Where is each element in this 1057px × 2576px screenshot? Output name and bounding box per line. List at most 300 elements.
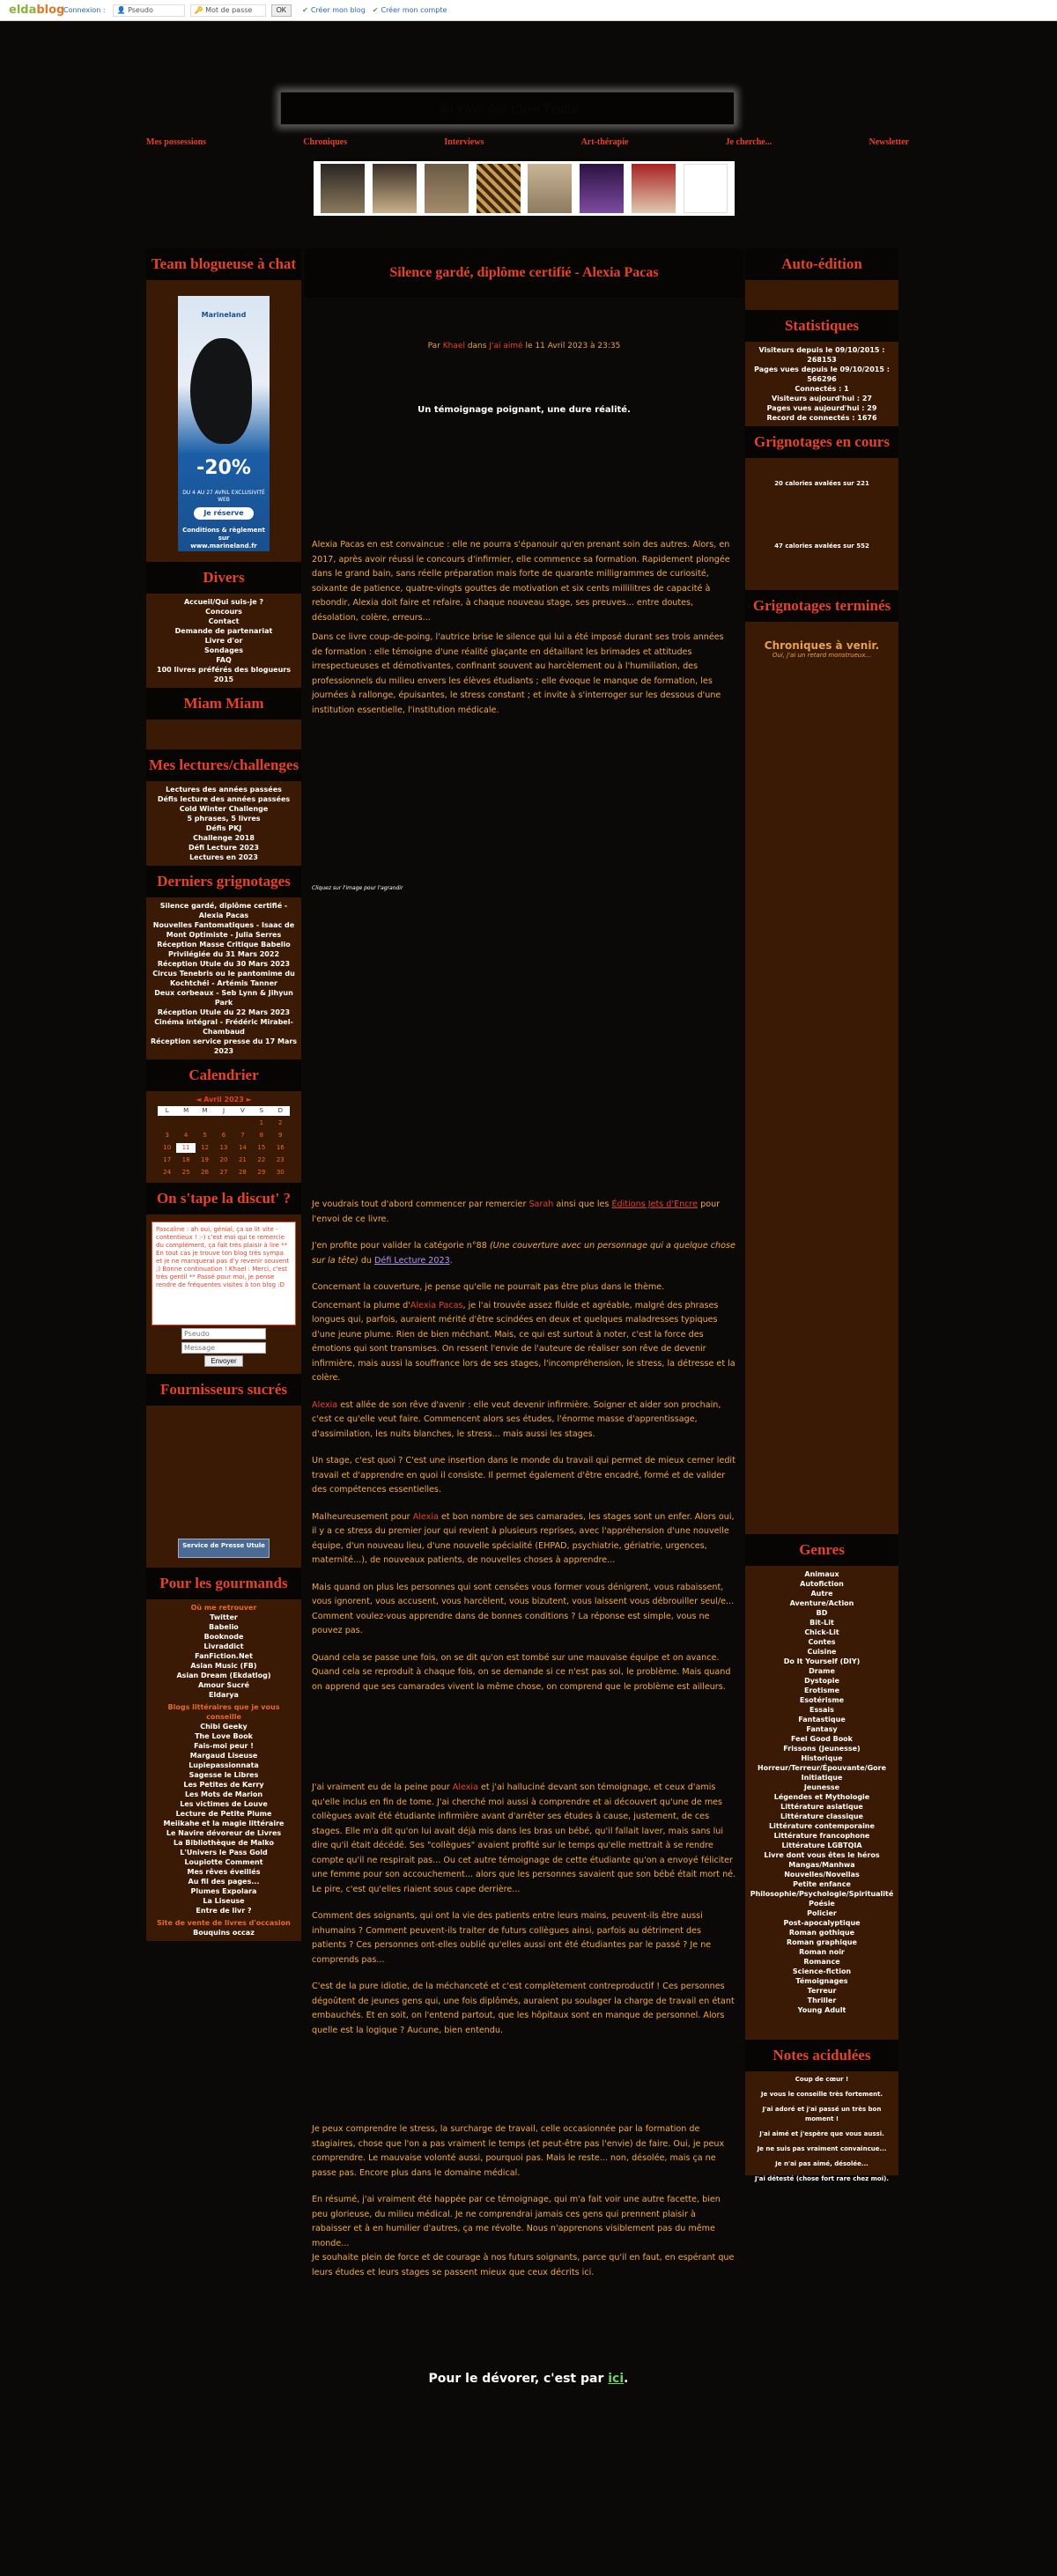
post-lead: Un témoignage poignant, une dure réalité.: [418, 405, 631, 415]
genre-link[interactable]: Livre dont vous êtes le héros: [764, 1851, 880, 1859]
marineland-ad[interactable]: [178, 296, 270, 551]
genre-link[interactable]: Autre: [810, 1590, 833, 1598]
autoedition-title: Auto-édition: [745, 248, 898, 280]
lectures-item[interactable]: 5 phrases, 5 livres: [187, 815, 261, 823]
genre-link[interactable]: Petite enfance: [793, 1880, 851, 1888]
shoutbox-messages[interactable]: Pascaline : ah oui, génial, ça se lit vite - contentieux ! :-) c'est moi qui te remercie du complément, ça fait très plaisir à lire ** En tout cas je trouve ton blog très sympa et je ne manquerai pas d'y revenir souvent ;) Bonne continuation ! Khael : Merci, c'est très gentil ** Passé pour moi, je pense rendre de fréquentes visites à ton blog :D: [152, 1222, 296, 1325]
calendar-grid: [158, 1106, 290, 1177]
calendar-day[interactable]: 27: [219, 1169, 228, 1176]
genre-link[interactable]: Roman graphique: [787, 1938, 857, 1946]
review-paragraph: Quand cela se passe une fois, on se dit qu'on est tombé sur une mauvaise équipe et on avance. Quand cela se reproduit à chaque fois, on se demande si ce n'est pas soi, le problème. Mais quand on apprend que ses camarades vivent la même chose, on comprend que le problème est ailleurs.: [312, 1652, 731, 1692]
genre-link[interactable]: Littérature francophone: [773, 1832, 870, 1840]
calendar-day: [233, 1118, 252, 1128]
author-link[interactable]: Alexia: [412, 1511, 439, 1522]
genre-link[interactable]: Animaux: [804, 1570, 839, 1578]
recent-post-link[interactable]: Cinéma intégral - Frédéric Mirabel-Chambaud: [154, 1018, 293, 1036]
derniers-title: Derniers grignotages: [146, 866, 301, 897]
calendar-day[interactable]: 7: [240, 1132, 245, 1139]
lectures-item[interactable]: Défis lecture des années passées: [157, 795, 291, 803]
shout-pseudo-input[interactable]: Pseudo: [181, 1328, 266, 1340]
blog-post: [305, 248, 743, 2280]
orca-image: [190, 338, 252, 444]
gourmands-link[interactable]: Au fil des pages...: [188, 1878, 260, 1886]
book-covers-strip: [314, 161, 735, 216]
pseudo-placeholder: Pseudo: [128, 6, 153, 14]
stat-line: Visiteurs aujourd'hui : 27: [772, 395, 872, 402]
gourmands-link[interactable]: Asian Music (FB): [190, 1662, 257, 1670]
divers-item[interactable]: Sondages: [204, 646, 243, 654]
gourmands-link[interactable]: Loupiotte Comment: [184, 1858, 263, 1866]
gourmands-link[interactable]: Twitter: [210, 1613, 238, 1621]
genre-link[interactable]: Horreur/Terreur/Épouvante/Gore: [757, 1764, 887, 1772]
termines-note: Oui, j'ai un retard monstrueux...: [772, 652, 872, 659]
genres-widget: [745, 1534, 898, 2040]
cover-caption: Cliquez sur l'image pour l'agrandir: [312, 885, 403, 891]
genre-link[interactable]: Policier: [807, 1909, 837, 1917]
logo-text-blog: blog: [36, 4, 65, 17]
stats-title: Statistiques: [745, 310, 898, 342]
gourmands-link[interactable]: Les Petites de Kerry: [183, 1781, 264, 1789]
p7-text: et bon nombre de ses camarades, les stages sont un enfer. Alors oui, il y a ce stress du premier jour qui revient à plusieurs reprises, avec l'appréhension d'une nouvelle équipe, d'un nouveau lieu, d'une nouvelle spécialité (EHPAD, psychiatrie, gériatrie, urgences, maternité...), de nouveaux patients, de nouvelles choses à apprendre...: [312, 1511, 735, 1565]
review-paragraph: [312, 1198, 736, 1227]
reading-progress[interactable]: 47 calories avalées sur 552: [774, 543, 869, 550]
calendar-day[interactable]: 28: [238, 1169, 247, 1176]
gourmands-heading: Site de vente de livres d'occasion: [157, 1919, 291, 1927]
p4-text: , je l'ai trouvée assez fluide et agréable, malgré des phrases longues qui, parfois, auraient mérité d'être scindées en deux et quelques maladresses typiques d'une jeune plume. Rien de bien méchant. Mais, ce qui est surtout à noter, c'est la force des émotions qui sont transmises. On ressent l'envie de l'auteure de réaliser son rêve de devenir infirmière, mais aussi la souffrance lors de ses stages, l'incompréhension, le stress, la détresse et la colère.: [312, 1300, 735, 1383]
genre-link[interactable]: Philosophie/Psychologie/Spiritualité: [750, 1890, 894, 1898]
ad-percent: -20%: [196, 457, 251, 479]
calendar-day[interactable]: 14: [238, 1144, 247, 1151]
genre-link[interactable]: Fantasy: [806, 1725, 838, 1733]
genres-list: [745, 1566, 898, 2040]
lectures-item[interactable]: Cold Winter Challenge: [179, 805, 269, 813]
note-level: Coup de cœur !: [795, 2076, 849, 2083]
nav-interviews[interactable]: Interviews: [444, 137, 484, 147]
recent-post-link[interactable]: Réception Utule du 22 Mars 2023: [157, 1008, 291, 1016]
calendar-day[interactable]: 26: [201, 1169, 210, 1176]
gourmands-link[interactable]: Lecture de Petite Plume: [175, 1810, 272, 1818]
genre-link[interactable]: Littérature contemporaine: [769, 1822, 875, 1830]
check-icon: ✔: [302, 6, 308, 14]
review-paragraph: Je souhaite plein de force et de courage à nos futurs soignants, parce qu'il en faut, en espérant que leurs études et leurs stages se passent mieux que ceux décrits ici.: [312, 2253, 735, 2277]
p2-text: J'en profite pour valider la catégorie n°88: [312, 1241, 487, 1251]
gourmands-link[interactable]: Plumes Expolara: [190, 1887, 257, 1895]
gourmands-link[interactable]: The Love Book: [195, 1732, 253, 1740]
gourmands-link[interactable]: Booknode: [203, 1633, 244, 1641]
connexion-label: Connexion :: [63, 6, 106, 14]
summary-paragraph: Alexia Pacas en est convaincue : elle ne pourra s'épanouir qu'en prenant soin des autres. Alors, en 2017, après avoir réussi le concours d'infirmier, elle commence sa formation. Rapidement plongée dans le grand bain, sans réelle préparation mais forte de quarante milligrammes de curiosité, soixante de patience, quatre-vingts gouttes de motivation et six cents millilitres de capacité à rebondir, Alexia doit faire et refaire, à chaque nouveau stage, ses preuves... entre doutes, désolation, colère, erreurs...: [312, 540, 730, 623]
nav-je-cherche[interactable]: Je cherche...: [725, 137, 772, 147]
ad-reserve-button[interactable]: Je réserve: [194, 507, 254, 520]
notes-title: Notes acidulées: [745, 2040, 898, 2071]
calendar-day[interactable]: 3: [165, 1132, 169, 1139]
blog-title: Au Pays des Cave Trolls: [438, 103, 577, 116]
review-paragraph: [312, 1781, 736, 1897]
genre-link[interactable]: Cuisine: [807, 1648, 837, 1656]
right-sidebar: [745, 248, 898, 2182]
genre-link[interactable]: Drame: [809, 1667, 835, 1675]
review-paragraph: C'est de la pure idiotie, de la méchanceté et c'est complètement contreproductif ! Ces personnes dégoûtent de jeunes gens qui, une fois diplômés, auraient pu soulager la charge de travail en étant embauchés. Et en soit, on l'entend partout, que les hôpitaux sont en manque de personnel. Alors quelle est la logique ? Aucune, bien entendu.: [312, 1982, 735, 2035]
post-category-link[interactable]: J'ai aimé: [489, 342, 523, 351]
lectures-list: [146, 781, 301, 866]
review-paragraph: Je peux comprendre le stress, la surcharge de travail, celle occasionnée par la formation de stagiaires, chose que l'on a pas vraiment le temps (et peut-être pas l'envie) de faire. Oui, je peux comprendre. Le mauvaise volonté aussi, pourquoi pas. Mais le reste... non, désolée, mais ça ne passe pas. Encore plus dans le domaine médical.: [312, 2124, 725, 2178]
p1-text: pour l'envoi de ce livre.: [312, 1199, 721, 1224]
book-cover-thumbnail[interactable]: [580, 164, 624, 213]
book-cover-thumbnail[interactable]: [528, 164, 572, 213]
author-link[interactable]: Alexia: [452, 1783, 478, 1792]
divers-item[interactable]: Accueil/Qui suis-je ?: [183, 598, 264, 606]
stat-line: Connectés : 1: [795, 385, 849, 393]
calendar-weekday: M: [196, 1106, 214, 1116]
main-navigation: [146, 137, 909, 147]
eldablog-logo[interactable]: [9, 4, 63, 17]
genre-link[interactable]: Poésie: [809, 1900, 835, 1908]
calendar-day[interactable]: 18: [181, 1156, 190, 1163]
p2-text: .: [449, 1255, 453, 1266]
genre-link[interactable]: Témoignages: [795, 1977, 848, 1985]
p1-text: ainsi que les: [556, 1199, 610, 1209]
notes-list: [745, 2071, 898, 2182]
derniers-list: [146, 897, 301, 1059]
genre-link[interactable]: Thriller: [807, 1997, 837, 2004]
gourmands-link[interactable]: Eldarya: [209, 1691, 239, 1699]
calendar-title: Calendrier: [146, 1059, 301, 1091]
gourmands-links: [146, 1599, 301, 1941]
review-paragraph: [312, 1299, 736, 1386]
cta-end: .: [624, 2372, 629, 2386]
stat-line: Record de connectés : 1676: [766, 414, 877, 422]
password-placeholder: Mot de passe: [205, 6, 253, 14]
author-link[interactable]: Alexia: [312, 1399, 338, 1410]
gourmands-link[interactable]: Le Navire dévoreur de Livres: [166, 1829, 282, 1837]
review-paragraph: [312, 1399, 736, 1443]
gourmands-link[interactable]: La Bibliothèque de Malko: [173, 1839, 275, 1847]
calendar-day[interactable]: 12: [201, 1144, 210, 1151]
calendar-day[interactable]: 21: [238, 1156, 247, 1163]
genre-link[interactable]: Frissons (Jeunesse): [783, 1745, 861, 1753]
ad-foot2: www.marineland.fr: [190, 543, 257, 550]
cta-text: Pour le dévorer, c'est par: [428, 2372, 604, 2386]
note-level: J'ai adoré et j'ai passé un très bon moment !: [762, 2106, 882, 2122]
post-author-link[interactable]: Khael: [442, 342, 465, 351]
genre-link[interactable]: Feel Good Book: [791, 1735, 853, 1743]
genre-link[interactable]: Jeunesse: [803, 1783, 840, 1791]
review-paragraph: Comment des soignants, qui ont la vie des patients entre leurs mains, peuvent-ils être aussi inhumains ? Comment peuvent-ils traiter de futurs collègues ainsi, parfois au détriment des patients ? Ces personnes ont-elles oublié qu'elles aussi ont été étudiantes par le passé ? Je ne comprends pas...: [312, 1911, 712, 1965]
review-paragraph: [312, 1239, 736, 1268]
calendar-day[interactable]: 15: [257, 1144, 266, 1151]
grignotages-termines: [745, 590, 898, 1534]
lectures-item[interactable]: Défis PKJ: [205, 824, 242, 832]
calendar-day: [214, 1118, 233, 1128]
genre-link[interactable]: Terreur: [807, 1987, 837, 1995]
genre-link[interactable]: BD: [816, 1609, 828, 1617]
author-link[interactable]: Alexia Pacas: [410, 1300, 463, 1310]
nav-art-therapie[interactable]: Art-thérapie: [580, 137, 629, 147]
genre-link[interactable]: Romance: [803, 1958, 840, 1966]
recent-post-link[interactable]: Deux corbeaux - Seb Lynn & Jihyun Park: [154, 989, 293, 1007]
login-ok-button[interactable]: OK: [271, 4, 292, 17]
logo-text-elda: elda: [9, 4, 37, 17]
p10-text: et j'ai halluciné devant son témoignage, et ceux d'amis qu'elle inclus en fin de tome. J'ai cherché moi aussi à comprendre et ai découvert qu'une de mes collègues avait été étudiante infirmière avant d'arrêter ses études à cause, justement, de ces stages. Elle m'a dit qu'on lui avait déjà mis dans les bras un bébé, qu'il fallait laver, mais sans lui dire qu'il était décédé. Ses "collègues" avaient profité sur le temps qu'elle mettrait à se rendre compte qu'il ne respirait pas... Ou cet autre témoignage de cette étudiante qu'on a envoyé féliciter une femme pour son accouchement... alors que les personnes savaient que son bébé était mort né. Le pire, c'est qu'elles riaient sous cape derrière...: [312, 1783, 736, 1894]
calendar-weekday: L: [158, 1106, 176, 1116]
genre-link[interactable]: Esotérisme: [799, 1696, 845, 1704]
gourmands-link[interactable]: Lupiepassionnata: [188, 1761, 259, 1769]
calendar-weekday: S: [252, 1106, 270, 1116]
pseudo-input[interactable]: [113, 4, 185, 17]
lectures-item[interactable]: Lectures en 2023: [189, 853, 258, 861]
shoutbox-panel: [146, 1214, 301, 1374]
calendar-day[interactable]: 1: [259, 1119, 264, 1126]
divers-item[interactable]: Contact: [208, 617, 240, 625]
gourmands-link[interactable]: Les victimes de Louve: [180, 1800, 268, 1808]
calendar-day[interactable]: 29: [257, 1169, 266, 1176]
genre-link[interactable]: Littérature asiatique: [780, 1803, 863, 1811]
calendar-day[interactable]: 4: [183, 1132, 188, 1139]
defi-lecture-link[interactable]: Défi Lecture 2023: [374, 1255, 450, 1266]
gourmands-link[interactable]: FanFiction.Net: [195, 1652, 253, 1660]
calendar-day[interactable]: 10: [163, 1144, 172, 1151]
notes-widget: [745, 2040, 898, 2182]
calendar-day[interactable]: 8: [259, 1132, 264, 1139]
note-level: Je ne suis pas vraiment convaincue...: [757, 2145, 887, 2152]
divers-list: [146, 594, 301, 688]
calendar-day: [196, 1118, 214, 1128]
calendar-day[interactable]: 6: [221, 1132, 226, 1139]
gourmands-heading: Blogs littéraires que je vous conseille: [167, 1703, 280, 1721]
left-sidebar: [146, 248, 301, 1941]
calendar-weekday: J: [214, 1106, 233, 1116]
gourmands-link[interactable]: L'Univers le Pass Gold: [180, 1849, 268, 1856]
post-date: le 11 Avril 2023 à 23:35: [525, 342, 621, 351]
user-icon: 👤: [116, 6, 129, 14]
book-cover-thumbnail[interactable]: [425, 164, 469, 213]
genre-link[interactable]: Chick-Lit: [804, 1628, 839, 1636]
gourmands-link[interactable]: Margaud Liseuse: [189, 1752, 258, 1760]
p10-text: J'ai vraiment eu de la peine pour: [312, 1783, 450, 1792]
calendar-day[interactable]: 11: [176, 1143, 195, 1153]
recent-post-link[interactable]: Réception Masse Critique Babelio Privilégiée du 31 Mars 2022: [157, 941, 291, 958]
calendar-day[interactable]: 9: [278, 1132, 283, 1139]
gourmands-heading: Où me retrouver: [190, 1604, 257, 1612]
genre-link[interactable]: Historique: [801, 1754, 843, 1762]
lectures-title: Mes lectures/challenges: [146, 749, 301, 781]
genre-link[interactable]: Littérature LGBTQIA: [781, 1842, 862, 1849]
sarah-link[interactable]: Sarah: [528, 1199, 554, 1209]
recent-post-link[interactable]: Circus Tenebris ou le pantomime du Kochtchéi - Artémis Tanner: [152, 970, 295, 987]
book-cover-thumbnail[interactable]: [477, 164, 521, 213]
genre-link[interactable]: Initiatique: [801, 1774, 843, 1782]
post-title[interactable]: Silence gardé, diplôme certifié - Alexia Pacas: [305, 248, 743, 298]
calendar-day[interactable]: 17: [163, 1156, 172, 1163]
divers-title: Divers: [146, 562, 301, 594]
book-cover-thumbnail[interactable]: [373, 164, 417, 213]
calendar-day[interactable]: 30: [276, 1169, 285, 1176]
gourmands-link[interactable]: Entre de livr ?: [196, 1907, 252, 1915]
calendar-day: [176, 1118, 195, 1128]
recent-post-link[interactable]: Nouvelles Fantomatiques - Isaac de Mont Optimiste - Julia Serres: [152, 921, 295, 939]
calendar-weekday: D: [271, 1106, 290, 1116]
post-meta: [305, 342, 743, 351]
divers-item[interactable]: Livre d'or: [204, 637, 243, 645]
book-cover-thumbnail[interactable]: [684, 164, 728, 213]
note-level: Je n'ai pas aimé, désolée...: [775, 2160, 869, 2167]
genre-link[interactable]: Roman noir: [799, 1948, 845, 1956]
fournisseurs-body: [146, 1406, 301, 1568]
review-paragraph: En résumé, j'ai vraiment été happée par ce témoignage, qui m'a fait voir une autre facette, bien peu glorieuse, du milieu médical. Je ne comprendrai jamais ces gens qui prennent plaisir à rabaisser et à en humilier d'autres, ça me révolte. Nous n'apprenons visiblement pas du même monde...: [312, 2195, 721, 2248]
recent-post-link[interactable]: Réception service presse du 17 Mars 2023: [150, 1037, 298, 1055]
note-level: Je vous le conseille très fortement.: [760, 2091, 883, 2098]
gourmands-link[interactable]: Babelio: [209, 1623, 239, 1631]
encours-title: Grignotages en cours: [745, 426, 898, 458]
gourmands-link[interactable]: La Liseuse: [203, 1897, 245, 1905]
gourmands-link[interactable]: Chibi Geeky: [200, 1723, 248, 1731]
divers-item[interactable]: Concours: [205, 608, 242, 616]
calendar-day[interactable]: 5: [203, 1132, 207, 1139]
genre-link[interactable]: Légendes et Mythologie: [773, 1793, 870, 1801]
genre-link[interactable]: Post-apocalyptique: [783, 1919, 861, 1927]
nav-newsletter[interactable]: Newsletter: [869, 137, 909, 147]
calendar-weekday: V: [233, 1106, 252, 1116]
ad-footer: [178, 527, 270, 550]
meta-par: Par: [427, 342, 440, 351]
genre-link[interactable]: Essais: [809, 1706, 834, 1714]
genre-link[interactable]: Littérature classique: [780, 1812, 863, 1820]
stats-widget: [745, 310, 898, 426]
shout-message-input[interactable]: Message: [181, 1342, 266, 1354]
book-cover-thumbnail[interactable]: [632, 164, 676, 213]
genres-title: Genres: [745, 1534, 898, 1566]
genre-link[interactable]: Young Adult: [797, 2006, 846, 2014]
lectures-item[interactable]: Challenge 2018: [193, 834, 255, 842]
calendar-month-nav[interactable]: ◄ Avril 2023 ►: [196, 1096, 252, 1103]
calendar-day: [158, 1118, 176, 1128]
key-icon: 🔑: [194, 6, 206, 14]
genre-link[interactable]: Nouvelles/Novellas: [784, 1871, 860, 1878]
grignotages-en-cours: [745, 426, 898, 590]
summary-paragraph: Dans ce livre coup-de-poing, l'autrice brise le silence qui lui a été imposé durant ses trois années de formation : elle témoigne d'une réalité glaçante en détaillant les brimades et attitudes irrespectueuses et démotivantes, confinant souvent au harcèlement ou à l'humiliation, des professionnels du milieu envers les élèves étudiants ; elle évoque le manque de formation, les journées à rallonge, épuisantes, le stress constant ; et invite à s'interroger sur les dessous d'une institution essentielle, l'institution médicale.: [312, 632, 724, 715]
autoedition-body: [745, 280, 898, 310]
gourmands-link[interactable]: Meiikahe et la magie littéraire: [163, 1819, 285, 1827]
divers-item[interactable]: 100 livres préférés des blogueurs 2015: [157, 666, 291, 683]
calendar-day[interactable]: 24: [163, 1169, 172, 1176]
nav-possessions[interactable]: Mes possessions: [146, 137, 207, 147]
stat-line: Visiteurs depuis le 09/10/2015 : 268153: [758, 346, 885, 364]
create-blog-link[interactable]: Créer mon blog: [310, 6, 366, 14]
miam-body: [146, 720, 301, 749]
ad-foot1: Conditions & règlement sur: [182, 527, 265, 542]
reading-progress[interactable]: 20 calories avalées sur 221: [774, 480, 869, 487]
create-account-link[interactable]: Créer mon compte: [381, 6, 447, 14]
p2-italic: (Une couverture avec un personnage qui a quelque chose sur la tête): [312, 1241, 735, 1266]
gourmands-link[interactable]: Fais-moi peur !: [194, 1742, 254, 1750]
gourmands-link[interactable]: Les Mots de Marion: [184, 1790, 263, 1798]
stat-line: Pages vues depuis le 09/10/2015 : 566296: [754, 365, 890, 383]
calendar-day[interactable]: 2: [278, 1119, 283, 1126]
genre-link[interactable]: Bit-Lit: [809, 1619, 834, 1627]
gourmands-link[interactable]: Bouquins occaz: [193, 1929, 255, 1937]
book-cover-thumbnail[interactable]: [321, 164, 365, 213]
genre-link[interactable]: Contes: [808, 1638, 836, 1646]
gourmands-link[interactable]: Asian Dream (Ekdatlog): [176, 1672, 271, 1679]
password-input[interactable]: [190, 4, 266, 17]
calendar-weekday: M: [176, 1106, 195, 1116]
encours-list: [745, 458, 898, 590]
divers-item[interactable]: FAQ: [216, 656, 232, 664]
genre-link[interactable]: Roman gothique: [788, 1929, 855, 1937]
buy-link[interactable]: ici: [608, 2372, 625, 2386]
genre-link[interactable]: Erotisme: [804, 1687, 839, 1694]
meta-dans: dans: [467, 342, 487, 351]
review-paragraph: Un stage, c'est quoi ? C'est une insertion dans le monde du travail qui permet de mieux cerner ledit travail et d'apprendre en quoi il consiste. Il permet également d'être encadré, formé et de valider des compétences essentielles.: [312, 1456, 735, 1495]
genre-link[interactable]: Autofiction: [800, 1580, 844, 1588]
calendar-day[interactable]: 22: [257, 1156, 266, 1163]
gourmands-title: Pour les gourmands: [146, 1568, 301, 1599]
calendar-day[interactable]: 20: [219, 1156, 228, 1163]
team-title: Team blogueuse à chat: [146, 248, 301, 280]
calendar-day[interactable]: 13: [219, 1144, 228, 1151]
gourmands-link[interactable]: Mes rêves éveillés: [187, 1868, 261, 1876]
stat-line: Pages vues aujourd'hui : 29: [766, 404, 877, 412]
ad-brand: Marineland: [201, 311, 247, 319]
review-paragraph: Mais quand on plus les personnes qui sont censées vous former vous dénigrent, vous rabaissent, vous ignorent, vous accusent, vous harcèlent, vous bizutent, vous laissent vous débrouiller seul/e... Comment voulez-vous apprendre dans de bonnes conditions ? La réponse est simple, vous ne pouvez pas.: [312, 1582, 735, 1635]
termines-body: [745, 622, 898, 1534]
divers-item[interactable]: Demande de partenariat: [174, 627, 273, 635]
lectures-item[interactable]: Lectures des années passées: [166, 786, 282, 793]
review-paragraph: Concernant la couverture, je pense qu'elle ne pourrait pas être plus dans le thème.: [312, 1282, 665, 1292]
calendar-day[interactable]: 19: [201, 1156, 210, 1163]
termines-title: Grignotages terminés: [745, 590, 898, 622]
recent-post-link[interactable]: Réception Utule du 30 Mars 2023: [157, 960, 291, 968]
termines-heading: Chroniques à venir.: [764, 639, 880, 652]
review-paragraph: [312, 1510, 736, 1568]
ad-dates: DU 4 AU 27 AVRIL EXCLUSIVITÉ WEB: [182, 490, 265, 503]
p2-text: du: [360, 1255, 372, 1266]
fournisseurs-title: Fournisseurs sucrés: [146, 1374, 301, 1406]
discut-title: On s'tape la discut' ?: [146, 1183, 301, 1214]
gourmands-link[interactable]: Livraddict: [203, 1642, 244, 1650]
lectures-item[interactable]: Défi Lecture 2023: [188, 844, 259, 852]
gourmands-link[interactable]: Sagesse le Libres: [188, 1771, 259, 1779]
editions-link[interactable]: Éditions Jets d'Encre: [611, 1199, 699, 1209]
buy-call-to-action: [0, 2372, 1057, 2386]
genre-link[interactable]: Fantastique: [798, 1716, 846, 1723]
p4-text: Concernant la plume d': [312, 1300, 410, 1310]
genre-link[interactable]: Science-fiction: [792, 1967, 852, 1975]
check-icon: ✔: [372, 6, 379, 14]
genre-link[interactable]: Mangas/Manhwa: [788, 1861, 855, 1869]
p1-text: Je voudrais tout d'abord commencer par remercier: [312, 1199, 527, 1209]
gourmands-link[interactable]: Amour Sucré: [197, 1681, 250, 1689]
genre-link[interactable]: Do It Yourself (DIY): [783, 1657, 861, 1665]
note-level: J'ai aimé et j'espère que vous aussi.: [759, 2130, 884, 2137]
genre-link[interactable]: Aventure/Action: [789, 1599, 854, 1607]
calendar-widget: [146, 1091, 301, 1183]
calendar-day[interactable]: 23: [276, 1156, 285, 1163]
genre-link[interactable]: Dystopie: [804, 1677, 839, 1685]
nav-chroniques[interactable]: Chroniques: [303, 137, 348, 147]
eldablog-topbar: [0, 0, 1057, 21]
shout-send-button[interactable]: Envoyer: [204, 1355, 243, 1367]
calendar-day[interactable]: 25: [181, 1169, 190, 1176]
note-level: J'ai détesté (chose fort rare chez moi).: [754, 2175, 889, 2182]
service-presse-badge[interactable]: Service de Presse Utule: [178, 1539, 270, 1558]
ad-panel: [146, 280, 301, 562]
calendar-day[interactable]: 16: [276, 1144, 285, 1151]
p5-text: est allée de son rêve d'avenir : elle veut devenir infirmière. Soigner et aider son prochain, c'est ce qu'elle veut faire. Commencent alors ses études, l'énorme masse d'apprentissage, d'assimilation, les nuits blanches, le stress... mais aussi les stages.: [312, 1399, 721, 1439]
p7-text: Malheureusement pour: [312, 1511, 410, 1522]
blog-banner[interactable]: [280, 92, 735, 125]
recent-post-link[interactable]: Silence gardé, diplôme certifié - Alexia Pacas: [159, 902, 288, 919]
